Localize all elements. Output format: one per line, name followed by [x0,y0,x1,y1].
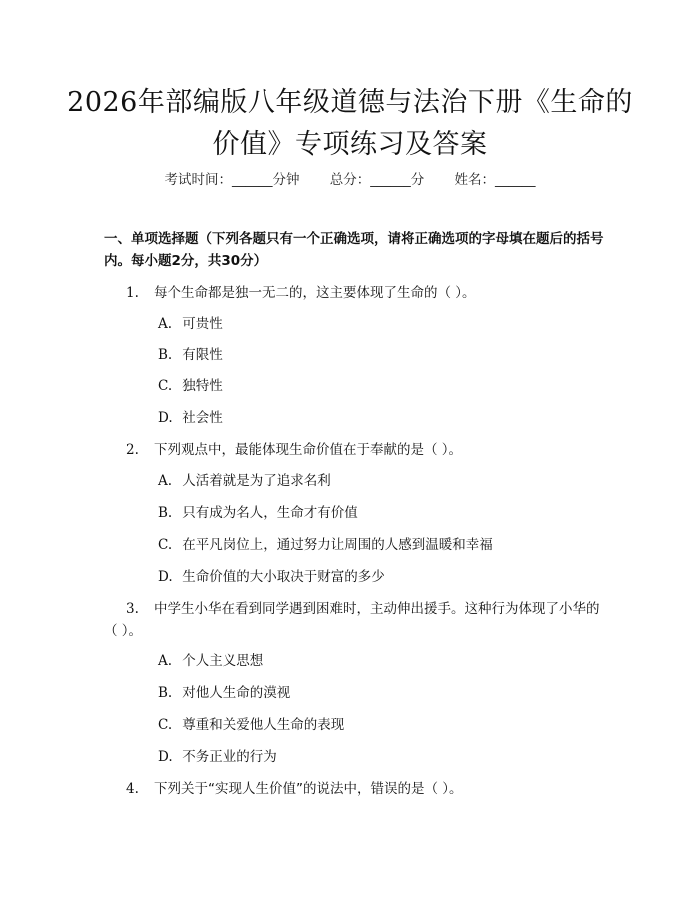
option-text: 有限性 [182,347,223,363]
option-text: 尊重和关爱他人生命的表现 [182,717,345,733]
exam-score-label: 总分：______分 [329,172,425,188]
option-text: 社会性 [182,410,223,426]
exam-name-label: 姓名：______ [454,172,536,188]
question-number: 4. [126,781,139,797]
option-text: 对他人生命的漠视 [182,685,291,701]
question-text: 每个生命都是独一无二的，这主要体现了生命的（ ）。 [154,285,476,301]
question-2-option-c [158,535,598,555]
option-text: 可贵性 [182,316,223,332]
question-3-option-c [158,715,598,735]
question-2-option-d [158,567,598,587]
question-number: 3. [126,601,139,617]
option-letter: D. [158,410,173,426]
option-text: 人活着就是为了追求名利 [182,473,331,489]
option-text: 生命价值的大小取决于财富的多少 [182,569,385,585]
question-number: 2. [126,442,139,458]
option-letter: C. [158,717,173,733]
question-1 [104,282,604,304]
option-text: 在平凡岗位上，通过努力让周围的人感到温暖和幸福 [182,537,493,553]
question-3 [104,598,604,642]
question-3-option-d [158,747,598,767]
option-text: 个人主义思想 [182,653,264,669]
option-letter: D. [158,569,173,585]
question-2 [104,439,604,461]
question-3-option-a [158,651,598,671]
question-4 [104,778,604,800]
option-letter: A. [158,316,173,332]
option-letter: A. [158,653,173,669]
question-1-option-a [158,314,598,334]
option-letter: B. [158,505,173,521]
question-2-option-a [158,471,598,491]
option-letter: C. [158,537,173,553]
option-text: 独特性 [182,378,223,394]
question-text: 中学生小华在看到同学遇到困难时，主动伸出援手。这种行为体现了小华的（ ）。 [104,601,600,639]
option-letter: C. [158,378,173,394]
question-1-option-b [158,345,598,365]
option-letter: B. [158,347,173,363]
question-number: 1. [126,285,139,301]
option-text: 只有成为名人，生命才有价值 [182,505,358,521]
option-letter: D. [158,749,173,765]
question-text: 下列关于“实现人生价值”的说法中，错误的是（ ）。 [154,781,463,797]
question-2-option-b [158,503,598,523]
question-text: 下列观点中，最能体现生命价值在于奉献的是（ ）。 [154,442,463,458]
option-letter: B. [158,685,173,701]
question-1-option-d [158,408,598,428]
question-1-option-c [158,376,598,396]
document-title: 2026年部编版八年级道德与法治下册《生命的价值》专项练习及答案 [67,87,633,160]
exam-meta [0,168,700,188]
option-text: 不务正业的行为 [182,749,277,765]
exam-time-label: 考试时间：______分钟 [164,172,300,188]
option-letter: A. [158,473,173,489]
section-heading: 一、单项选择题（下列各题只有一个正确选项，请将正确选项的字母填在题后的括号内。每小题2分，共30分） [104,231,604,269]
question-3-option-b [158,683,598,703]
